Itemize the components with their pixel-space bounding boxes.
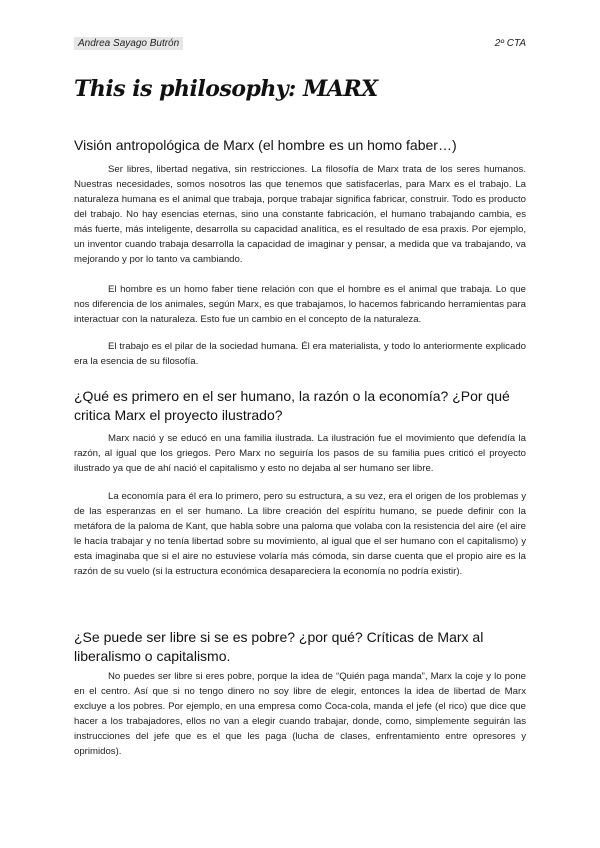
paragraph: El hombre es un homo faber tiene relación con que el hombre es el animal que trabaja. Lo que nos diferencia de los animales, según Marx, es que trabajamos, lo hacemos fabricando herramientas para interactuar con la naturaleza. Esto fue un cambio en el concepto de la naturaleza.	[74, 284, 526, 325]
document-title: This is philosophy: MARX	[74, 76, 378, 102]
author-name: Andrea Sayago Butrón	[74, 37, 183, 50]
paragraph: Ser libres, libertad negativa, sin restricciones. La filosofía de Marx trata de los seres humanos. Nuestras necesidades, somos nosotros las que tenemos que satisfacerlas, para Marx es el trabajo. La naturaleza humana es el animal que trabaja, porque trabajar significa fabricar, construir. Todo es producto del trabajo. No hay esencias eternas, sino una constante fabricación, el humano trabajando cambia, es más fuerte, más inteligente, desarrolla su capacidad analítica, es el resultado de esa praxis. Por ejemplo, un inventor cuando trabaja desarrolla la capacidad de imaginar y pensar, a medida que va trabajando, va mejorando y por lo tanto va cambiando.	[74, 164, 526, 265]
page-header	[74, 37, 526, 51]
paragraph: La economía para él era lo primero, pero su estructura, a su vez, era el origen de los problemas y de las esperanzas en el ser humano. La libre creación del espíritu humano, se puede definir con la metáfora de la paloma de Kant, que habla sobre una paloma que volaba con la resistencia del aire (el aire le hacía trabajar y no tenía libertad sobre su movimiento, al igual que el ser humano con el capitalismo) y esta imaginaba que si el aire no estuviese volaría más cómoda, sin darse cuenta que el propio aire es la razón de su vuelo (si la estructura económica desapareciera la economía no podría existir).	[74, 491, 526, 577]
paragraph: El trabajo es el pilar de la sociedad humana. Él era materialista, y todo lo anteriormente explicado era la esencia de su filosofía.	[74, 341, 526, 367]
paragraph: No puedes ser libre si eres pobre, porque la idea de “Quién paga manda”, Marx la coje y lo pone en el centro. Así que si no tengo dinero no soy libre de elegir, entonces la idea de libertad de Marx excluye a los pobres. Por ejemplo, en una empresa como Coca-cola, manda el jefe (el rico) que dice que hacer a los trabajadores, ellos no van a elegir cuando trabajar, donde, como, simplemente seguirán las instrucciones del jefe que es el que les paga (lucha de clases, enfrentamiento entre opresores y oprimidos).	[74, 671, 526, 757]
course-label: 2º CTA	[494, 38, 526, 49]
section-heading-reason-economy: ¿Qué es primero en el ser humano, la razón o la economía? ¿Por qué critica Marx el proyecto ilustrado?	[74, 388, 510, 423]
section-heading-freedom-poverty: ¿Se puede ser libre si se es pobre? ¿por qué? Críticas de Marx al liberalismo o capitalismo.	[74, 629, 484, 664]
section-heading-anthropology: Visión antropológica de Marx (el hombre es un homo faber…)	[74, 137, 457, 153]
paragraph: Marx nació y se educó en una familia ilustrada. La ilustración fue el movimiento que defendía la razón, al igual que los griegos. Pero Marx no seguiría los pasos de su familia pues criticó el proyecto ilustrado ya que de ahí nació el capitalismo y esto no dejaba al ser humano ser libre.	[74, 433, 526, 474]
